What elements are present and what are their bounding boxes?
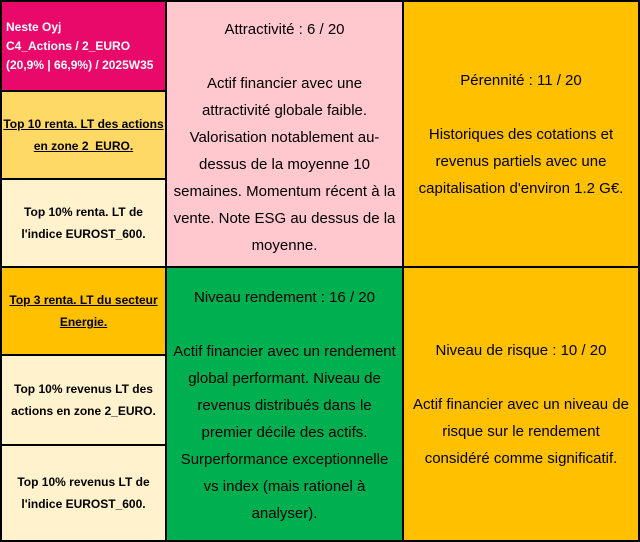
ranking-cell-1 (1, 91, 166, 179)
ranking-cell-4 (1, 355, 166, 445)
asset-name: Neste Oyj (6, 19, 62, 34)
ranking-label: Top 10% revenus LT des actions en zone 2_EURO. (11, 382, 156, 418)
ranking-label: Top 3 renta. LT du secteur Energie. (9, 293, 158, 329)
asset-category: C4_Actions / 2_EURO (6, 38, 131, 53)
asset-identity-cell (1, 1, 166, 91)
attractivite-title: Attractivité : 6 / 20 (224, 21, 345, 38)
ranking-cell-2 (1, 179, 166, 267)
asset-stats: (20,9% | 66,9%) / 2025W35 (6, 57, 154, 72)
attractivite-text: Actif financier avec une attractivité globale faible. Valorisation notablement au-dessus de la moyenne 10 semaines. Momentum récent à la vente. Note ESG au dessus de la moyenne. (173, 75, 396, 254)
ranking-cell-5 (1, 445, 166, 541)
perennite-title: Pérennité : 11 / 20 (460, 71, 582, 89)
risque-title: Niveau de risque : 10 / 20 (435, 341, 607, 359)
rendement-panel (166, 267, 403, 541)
ranking-cell-3 (1, 267, 166, 355)
rendement-text: Actif financier avec un rendement global performant. Niveau de revenus distribués dans le premier décile des actifs. Surperformance exceptionnelle vs index (mais rationel à analyser). (173, 343, 396, 522)
attractivite-panel (166, 1, 403, 267)
perennite-panel (403, 1, 639, 267)
ranking-label: Top 10% revenus LT de l'indice EUROST_600. (17, 475, 150, 511)
rendement-title: Niveau rendement : 16 / 20 (194, 289, 375, 306)
ranking-label: Top 10 renta. LT des actions en zone 2_EURO. (3, 117, 164, 153)
perennite-text: Historiques des cotations et revenus partiels avec une capitalisation d'environ 1.2 G€. (418, 125, 624, 197)
risque-text: Actif financier avec un niveau de risque sur le rendement considéré comme significatif. (413, 395, 629, 467)
risque-panel (403, 267, 639, 541)
ranking-label: Top 10% renta. LT de l'indice EUROST_600. (21, 205, 146, 241)
